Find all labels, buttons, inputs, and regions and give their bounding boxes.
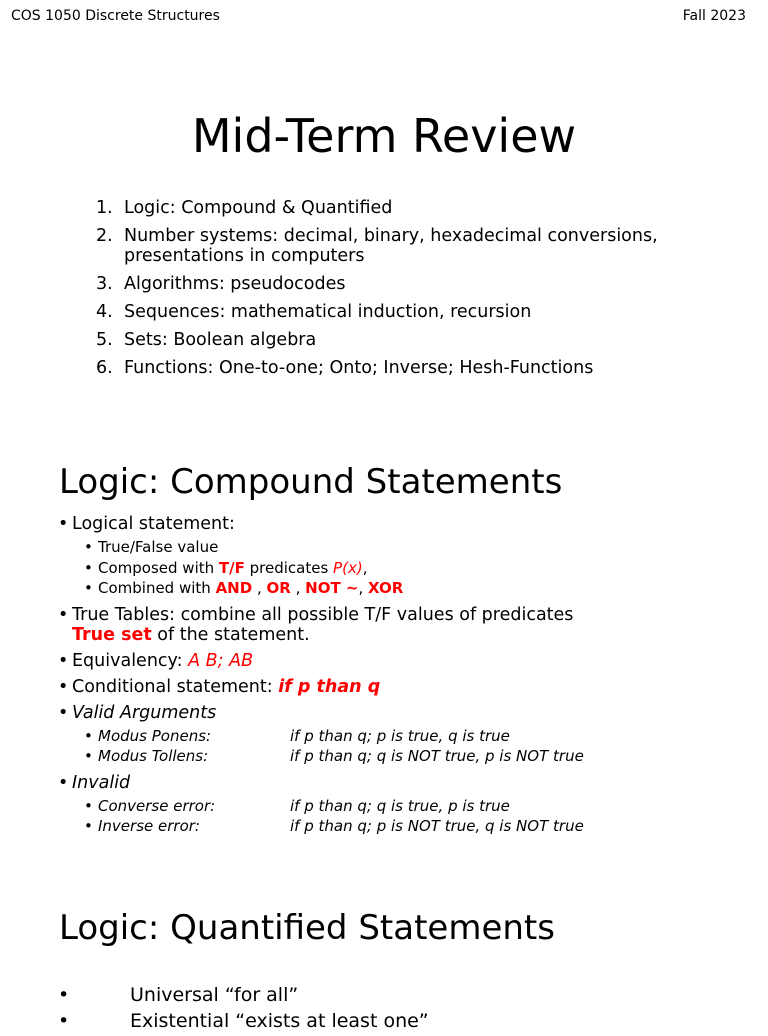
list-item-conditional	[58, 677, 738, 697]
bullet: •	[58, 1010, 70, 1032]
bullet: •	[84, 558, 93, 577]
list-number: 1.	[96, 198, 113, 218]
list-item-valid-arguments	[58, 703, 738, 767]
argument-name: Modus Tollens:	[98, 747, 209, 765]
list-item-text: Sets: Boolean algebra	[124, 330, 317, 350]
conditional-value: if p than q	[278, 676, 381, 697]
quantifier-text: Existential “exists at least one”	[130, 1010, 429, 1032]
course-name: COS 1050 Discrete Structures	[11, 8, 220, 24]
bullet: •	[58, 604, 69, 625]
operator-not: NOT ~	[305, 579, 359, 597]
invalid-sublist	[72, 796, 738, 837]
true-set-term: True set	[72, 624, 152, 645]
error-rule: if p than q; q is true, p is true	[290, 796, 510, 815]
list-item	[96, 274, 696, 294]
list-item-text: Algorithms: pseudocodes	[124, 274, 346, 294]
list-item	[84, 558, 738, 579]
bullet: •	[58, 984, 70, 1006]
composed-mid: predicates	[244, 558, 334, 577]
bullet: •	[84, 579, 93, 597]
argument-name: Modus Ponens:	[98, 726, 212, 745]
bullet: •	[58, 676, 69, 697]
list-item-true-tables	[58, 605, 738, 645]
list-item-equivalency	[58, 651, 738, 671]
composed-prefix: Composed with	[98, 558, 219, 577]
bullet: •	[58, 772, 69, 793]
list-number: 3.	[96, 274, 113, 294]
section-title-quantified: Logic: Quantified Statements	[59, 908, 555, 948]
section-title-compound: Logic: Compound Statements	[59, 462, 563, 502]
list-item	[96, 226, 696, 266]
quantifier-text: Universal “for all”	[130, 984, 299, 1006]
operator-xor: XOR	[368, 579, 404, 597]
list-item-text: Functions: One-to-one; Onto; Inverse; Hesh-Functions	[124, 358, 594, 378]
term-label: Fall 2023	[682, 8, 746, 24]
operator-and: AND	[215, 579, 253, 597]
list-item-logical-statement	[58, 514, 738, 599]
valid-arguments-label: Valid Arguments	[72, 702, 217, 723]
logical-statement-sublist	[72, 537, 738, 599]
compound-statements-list	[58, 514, 738, 843]
list-item-text: Number systems: decimal, binary, hexadecimal conversions, presentations in computers	[124, 226, 658, 266]
bullet: •	[84, 747, 93, 765]
bullet: •	[84, 538, 93, 556]
true-tables-text: True Tables: combine all possible T/F values of predicates	[72, 604, 574, 625]
bullet: •	[58, 514, 69, 534]
list-item	[84, 578, 738, 599]
argument-rule: if p than q; q is NOT true, p is NOT true	[290, 747, 584, 765]
conditional-label: Conditional statement:	[72, 676, 279, 697]
equivalency-label: Equivalency:	[72, 650, 189, 671]
error-rule: if p than q; p is NOT true, q is NOT true	[290, 817, 584, 835]
page-title: Mid-Term Review	[191, 109, 577, 163]
list-number: 5.	[96, 330, 113, 350]
list-item	[84, 796, 738, 817]
quantified-statements-list	[58, 984, 738, 1036]
list-item	[58, 1010, 738, 1032]
list-number: 6.	[96, 358, 113, 378]
list-item	[84, 726, 738, 747]
composed-tf: T/F	[218, 558, 245, 577]
combined-prefix: Combined with	[98, 579, 216, 597]
list-number: 2.	[96, 226, 113, 246]
list-item	[96, 330, 696, 350]
invalid-label: Invalid	[72, 772, 131, 793]
review-topics-list	[96, 198, 696, 386]
separator: ,	[290, 579, 306, 597]
separator: ,	[358, 579, 369, 597]
bullet: •	[84, 817, 93, 835]
list-item	[84, 746, 738, 767]
list-item-text: Sequences: mathematical induction, recursion	[124, 302, 532, 322]
bullet: •	[84, 726, 93, 745]
bullet: •	[58, 702, 69, 723]
list-item	[84, 537, 738, 558]
logical-statement-label: Logical statement:	[72, 514, 235, 534]
list-item-invalid	[58, 773, 738, 837]
list-item	[84, 816, 738, 837]
tf-value-text: True/False value	[98, 538, 219, 556]
composed-suffix: ,	[362, 558, 368, 577]
bullet: •	[84, 796, 93, 815]
composed-px: P(x)	[333, 558, 363, 577]
equivalency-value: A B; AB	[188, 650, 254, 671]
list-item-text: Logic: Compound & Quantified	[124, 198, 393, 218]
error-name: Inverse error:	[98, 817, 200, 835]
valid-arguments-sublist	[72, 726, 738, 767]
list-item	[96, 198, 696, 218]
argument-rule: if p than q; p is true, q is true	[290, 726, 510, 745]
list-item	[96, 302, 696, 322]
list-number: 4.	[96, 302, 113, 322]
true-tables-suffix: of the statement.	[151, 624, 310, 645]
list-item	[96, 358, 696, 378]
error-name: Converse error:	[98, 796, 216, 815]
list-item	[58, 984, 738, 1006]
separator: ,	[252, 579, 267, 597]
bullet: •	[58, 650, 69, 671]
operator-or: OR	[266, 579, 291, 597]
